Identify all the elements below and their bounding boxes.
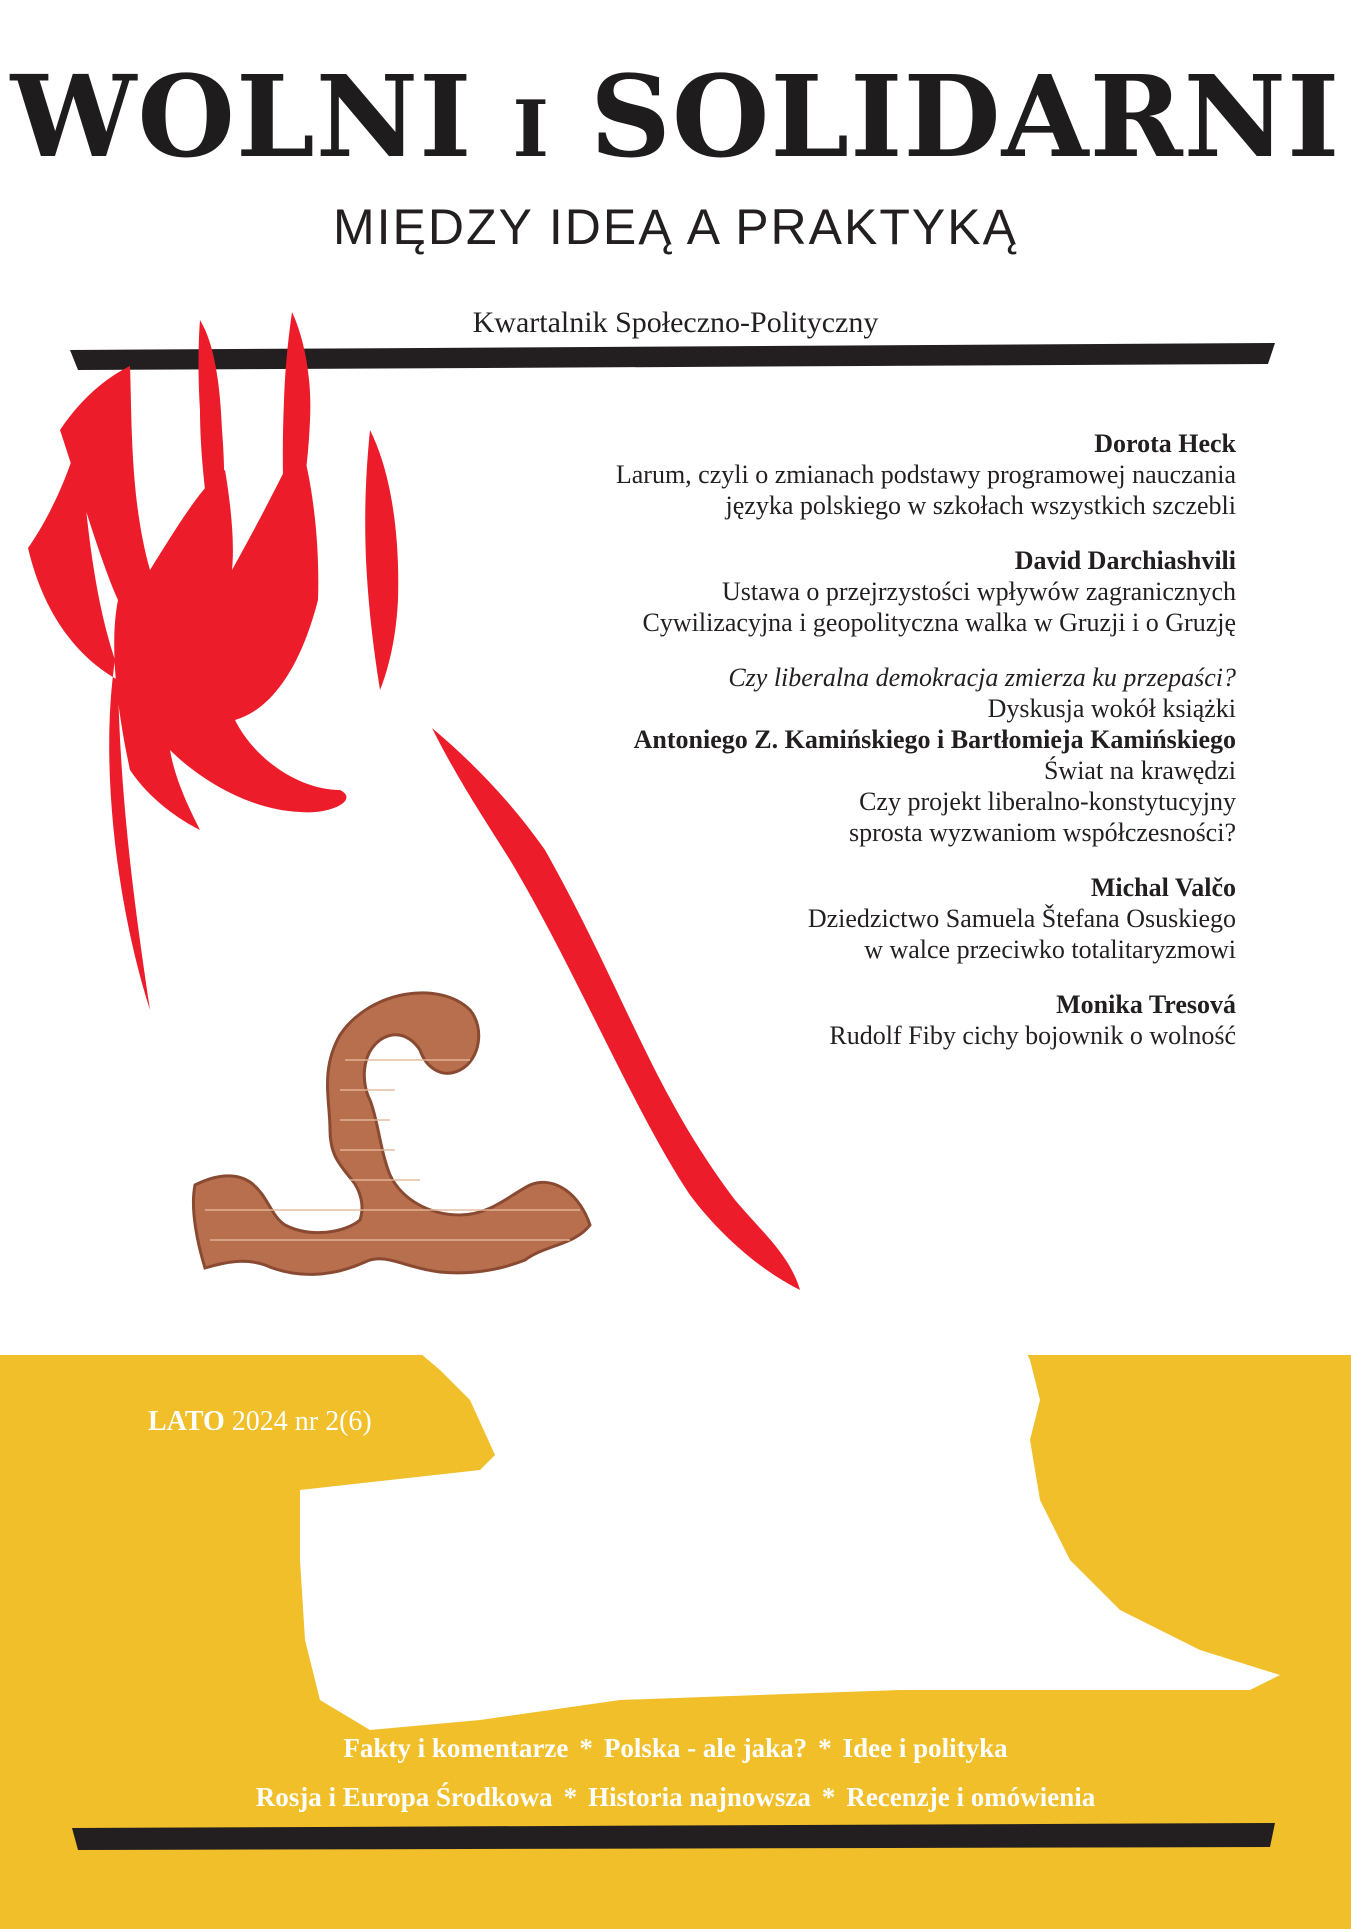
toc-author: Antoniego Z. Kamińskiego i Bartłomieja Kamińskiego <box>633 725 1236 754</box>
section-label: Polska - ale jaka? <box>603 1733 808 1763</box>
section-label: Fakty i komentarze <box>343 1733 569 1763</box>
section-separator: * <box>821 1782 836 1812</box>
issue-season: LATO <box>148 1406 225 1437</box>
section-label: Idee i polityka <box>842 1733 1008 1763</box>
masthead-word-2: SOLIDARNI <box>589 52 1341 183</box>
section-label: Historia najnowsza <box>588 1782 811 1812</box>
toc-entry <box>336 545 1236 638</box>
sections-row-2 <box>0 1784 1351 1811</box>
toc-entry <box>336 989 1236 1051</box>
toc-title-line: Larum, czyli o zmianach podstawy programowej nauczania <box>615 460 1236 489</box>
toc-title-line: sprosta wyzwaniom współczesności? <box>848 818 1236 847</box>
issue-label <box>148 1408 372 1436</box>
toc-title-line: Ustawa o przejrzystości wpływów zagranicznych <box>721 577 1236 606</box>
toc-title-line: Czy projekt liberalno-konstytucyjny <box>859 787 1236 816</box>
toc-author: Michal Valčo <box>1090 873 1236 902</box>
masthead-conjunction: I <box>512 84 550 175</box>
toc-title-line: Dziedzictwo Samuela Štefana Osuskiego <box>807 904 1236 933</box>
top-rule <box>70 343 1275 370</box>
masthead <box>0 52 1351 183</box>
toc-author: David Darchiashvili <box>1014 546 1236 575</box>
toc-entry <box>336 428 1236 521</box>
toc-question: Czy liberalna demokracja zmierza ku przepaści? <box>728 663 1236 692</box>
toc-entry <box>336 872 1236 965</box>
toc-title-line: Świat na krawędzi <box>1043 756 1236 785</box>
section-separator: * <box>579 1733 593 1763</box>
toc-author: Dorota Heck <box>1094 429 1236 458</box>
section-label: Recenzje i omówienia <box>846 1782 1096 1812</box>
toc-title-line: w walce przeciwko totalitaryzmowi <box>864 935 1236 964</box>
subtitle: MIĘDZY IDEĄ A PRAKTYKĄ <box>333 199 1018 255</box>
masthead-word-1: WOLNI <box>10 52 473 183</box>
toc-title-line: Cywilizacyjna i geopolityczna walka w Gruzji i o Gruzję <box>642 608 1236 637</box>
sections-row-1 <box>0 1735 1351 1762</box>
toc-title-line: Rudolf Fiby cichy bojownik o wolność <box>829 1021 1236 1050</box>
section-separator: * <box>563 1782 578 1812</box>
toc-author: Monika Tresová <box>1056 990 1236 1019</box>
toc-entry <box>336 662 1236 848</box>
toc-title-line: Dyskusja wokół książki <box>987 694 1236 723</box>
section-separator: * <box>818 1733 832 1763</box>
toc-title-line: języka polskiego w szkołach wszystkich szczebli <box>725 491 1236 520</box>
table-of-contents <box>336 428 1236 1075</box>
section-label: Rosja i Europa Środkowa <box>255 1782 553 1812</box>
kicker: Kwartalnik Społeczno-Polityczny <box>472 306 879 339</box>
issue-number: 2024 nr 2(6) <box>231 1406 372 1437</box>
